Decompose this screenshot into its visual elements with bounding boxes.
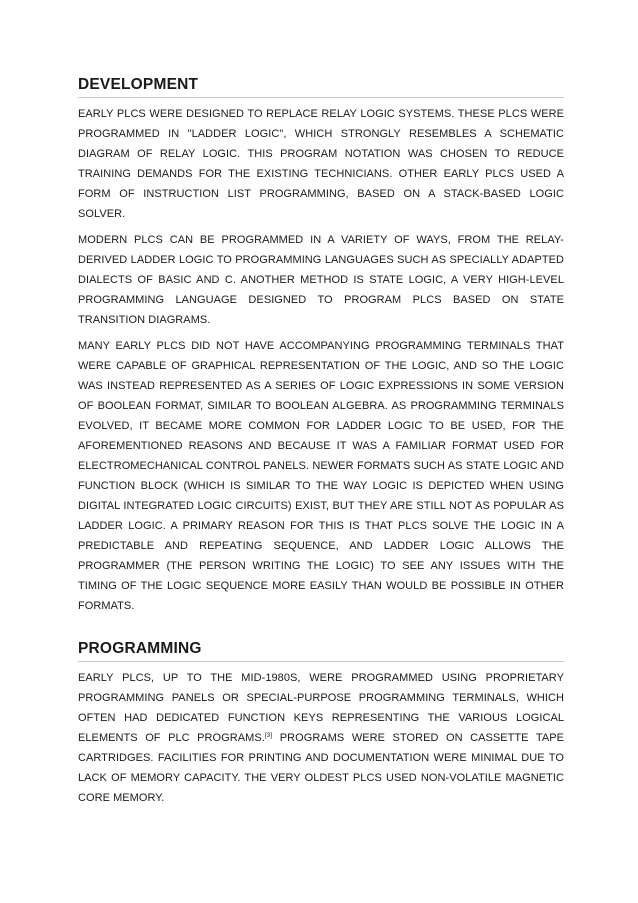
paragraph: MANY EARLY PLCS DID NOT HAVE ACCOMPANYING PROGRAMMING TERMINALS THAT WERE CAPABLE OF GRAPHICAL REPRESENTATION OF THE LOGIC, AND SO THE LOGIC WAS INSTEAD REPRESENTED AS A SERIES OF LOGIC EXPRESSIONS IN SOME VERSION OF BOOLEAN FORMAT, SIMILAR TO BOOLEAN ALGEBRA. AS PROGRAMMING TERMINALS EVOLVED, IT BECAME MORE COMMON FOR LADDER LOGIC TO BE USED, FOR THE AFOREMENTIONED REASONS AND BECAUSE IT WAS A FAMILIAR FORMAT USED FOR ELECTROMECHANICAL CONTROL PANELS. NEWER FORMATS SUCH AS STATE LOGIC AND FUNCTION BLOCK (WHICH IS SIMILAR TO THE WAY LOGIC IS DEPICTED WHEN USING DIGITAL INTEGRATED LOGIC CIRCUITS) EXIST, BUT THEY ARE STILL NOT AS POPULAR AS LADDER LOGIC. A PRIMARY REASON FOR THIS IS THAT PLCS SOLVE THE LOGIC IN A PREDICTABLE AND REPEATING SEQUENCE, AND LADDER LOGIC ALLOWS THE PROGRAMMER (THE PERSON WRITING THE LOGIC) TO SEE ANY ISSUES WITH THE TIMING OF THE LOGIC SEQUENCE MORE EASILY THAN WOULD BE POSSIBLE IN OTHER FORMATS. [78, 340, 564, 612]
paragraph-text: EARLY PLCS, UP TO THE MID-1980S, WERE PROGRAMMED USING PROPRIETARY PROGRAMMING PANELS OR SPECIAL-PURPOSE PROGRAMMING TERMINALS, WHICH OFTEN HAD DEDICATED FUNCTION KEYS REPRESENTING THE VARIOUS LOGICAL ELEMENTS OF PLC PROGRAMS. [78, 672, 564, 744]
document-page [78, 76, 564, 814]
section-heading-programming: PROGRAMMING [78, 640, 564, 662]
paragraph: EARLY PLCS WERE DESIGNED TO REPLACE RELAY LOGIC SYSTEMS. THESE PLCS WERE PROGRAMMED IN "LADDER LOGIC", WHICH STRONGLY RESEMBLES A SCHEMATIC DIAGRAM OF RELAY LOGIC. THIS PROGRAM NOTATION WAS CHOSEN TO REDUCE TRAINING DEMANDS FOR THE EXISTING TECHNICIANS. OTHER EARLY PLCS USED A FORM OF INSTRUCTION LIST PROGRAMMING, BASED ON A STACK-BASED LOGIC SOLVER. [78, 108, 564, 220]
reference-link[interactable]: [3] [264, 732, 273, 739]
paragraph [78, 668, 564, 808]
paragraph: MODERN PLCS CAN BE PROGRAMMED IN A VARIETY OF WAYS, FROM THE RELAY-DERIVED LADDER LOGIC TO PROGRAMMING LANGUAGES SUCH AS SPECIALLY ADAPTED DIALECTS OF BASIC AND C. ANOTHER METHOD IS STATE LOGIC, A VERY HIGH-LEVEL PROGRAMMING LANGUAGE DESIGNED TO PROGRAM PLCS BASED ON STATE TRANSITION DIAGRAMS. [78, 234, 564, 326]
section-heading-development: DEVELOPMENT [78, 76, 564, 98]
paragraph-text: PROGRAMS WERE STORED ON CASSETTE TAPE CARTRIDGES. FACILITIES FOR PRINTING AND DOCUMENTATION WERE MINIMAL DUE TO LACK OF MEMORY CAPACITY. THE VERY OLDEST PLCS USED NON-VOLATILE MAGNETIC CORE MEMORY. [78, 732, 564, 804]
